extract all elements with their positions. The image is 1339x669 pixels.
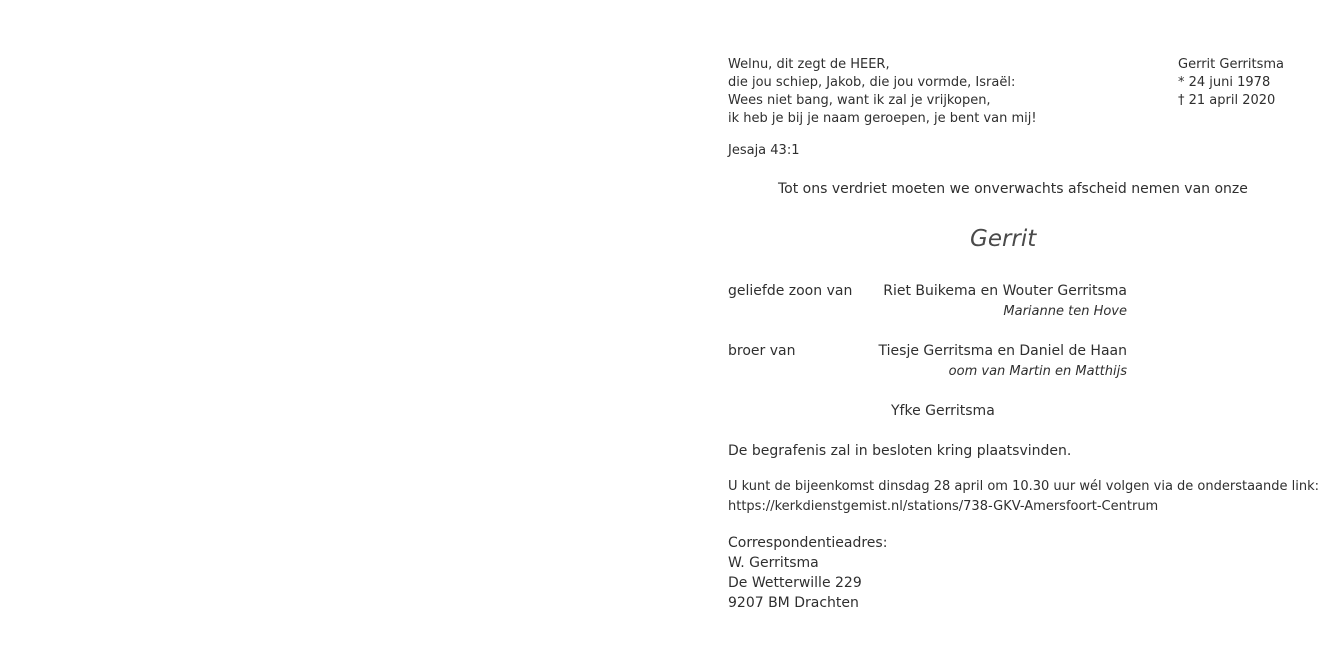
parents-partner: Marianne ten Hove: [1003, 304, 1127, 319]
announcement-text: Tot ons verdriet moeten we onverwachts afscheid nemen van onze: [778, 181, 1248, 197]
correspondence-name: W. Gerritsma: [728, 555, 819, 571]
brother-label: broer van: [728, 343, 796, 359]
birth-date: * 24 juni 1978: [1178, 75, 1271, 90]
verse-line-4: ik heb je bij je naam geroepen, je bent van mij!: [728, 111, 1037, 126]
correspondence-label: Correspondentieadres:: [728, 535, 888, 551]
deceased-first-name: Gerrit: [970, 226, 1037, 252]
verse-line-1: Welnu, dit zegt de HEER,: [728, 57, 890, 72]
siblings-note-1: oom van Martin en Matthijs: [948, 364, 1127, 379]
siblings-names-2: Yfke Gerritsma: [891, 403, 995, 419]
death-date: † 21 april 2020: [1178, 93, 1276, 108]
son-label: geliefde zoon van: [728, 283, 853, 299]
correspondence-street: De Wetterwille 229: [728, 575, 862, 591]
correspondence-city: 9207 BM Drachten: [728, 595, 859, 611]
livestream-text: U kunt de bijeenkomst dinsdag 28 april om 10.30 uur wél volgen via de onderstaande link:: [728, 479, 1320, 494]
deceased-full-name: Gerrit Gerritsma: [1178, 57, 1285, 72]
parents-names: Riet Buikema en Wouter Gerritsma: [883, 283, 1127, 299]
verse-line-3: Wees niet bang, want ik zal je vrijkopen,: [728, 93, 991, 108]
siblings-names-1: Tiesje Gerritsma en Daniel de Haan: [878, 343, 1127, 359]
funeral-notice: De begrafenis zal in besloten kring plaatsvinden.: [728, 443, 1072, 459]
card-right-page: [728, 0, 1328, 669]
verse-line-2: die jou schiep, Jakob, die jou vormde, Israël:: [728, 75, 1016, 90]
verse-reference: Jesaja 43:1: [728, 143, 800, 158]
livestream-link[interactable]: https://kerkdienstgemist.nl/stations/738-GKV-Amersfoort-Centrum: [728, 499, 1159, 514]
